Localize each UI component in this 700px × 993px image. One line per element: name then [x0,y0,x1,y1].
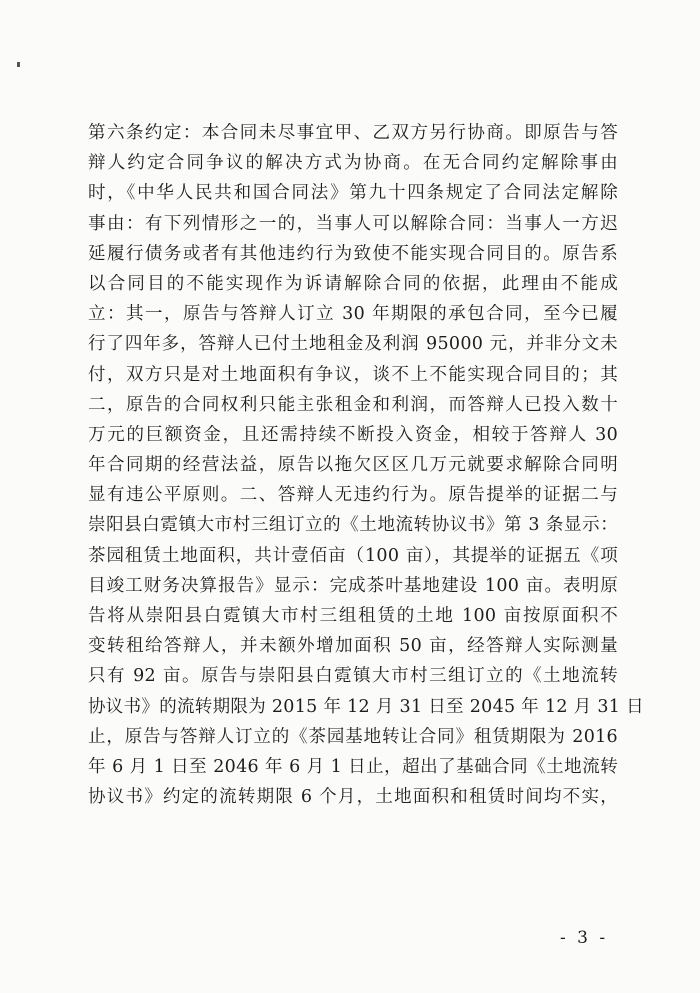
body-line: 目竣工财务决算报告》显示：完成茶叶基地建设 100 亩。表明原 [88,575,618,596]
body-line: 协议书》约定的流转期限 6 个月，土地面积和租赁时间均不实， [88,787,618,808]
body-line: 年合同期的经营法益，原告以拖欠区区几万元就要求解除合同明 [88,455,618,476]
body-line: 辩人约定合同争议的解决方式为协商。在无合同约定解除事由 [88,153,618,174]
body-line: 变转租给答辩人，并未额外增加面积 50 亩，经答辩人实际测量 [88,636,618,657]
body-line: 止，原告与答辩人订立的《茶园基地转让合同》租赁期限为 2016 [88,726,618,747]
page-number: - 3 - [560,928,609,948]
body-line: 茶园租赁土地面积，共计壹佰亩（100 亩），其提举的证据五《项 [88,545,618,566]
body-line: 第六条约定：本合同未尽事宜甲、乙双方另行协商。即原告与答 [88,123,618,143]
scan-mark [17,62,20,67]
body-line: 年 6 月 1 日至 2046 年 6 月 1 日止，超出了基础合同《土地流转 [88,756,618,777]
document-body [88,118,644,812]
body-line: 立：其一，原告与答辩人订立 30 年期限的承包合同，至今已履 [88,304,618,325]
body-line: 事由：有下列情形之一的，当事人可以解除合同：当事人一方迟 [88,213,618,234]
body-line: 延履行债务或者有其他违约行为致使不能实现合同目的。原告系 [88,243,618,264]
body-line: 协议书》的流转期限为 2015 年 12 月 31 日至 2045 年 12 月 31 日 [88,696,644,717]
body-line: 显有违公平原则。二、答辩人无违约行为。原告提举的证据二与 [88,485,618,506]
body-line: 以合同目的不能实现作为诉请解除合同的依据，此理由不能成 [88,273,618,294]
body-line: 行了四年多，答辩人已付土地租金及利润 95000 元，并非分文未 [88,334,618,355]
body-line: 崇阳县白霓镇大市村三组订立的《土地流转协议书》第 3 条显示： [88,515,618,536]
body-line: 万元的巨额资金，且还需持续不断投入资金，相较于答辩人 30 [88,424,618,445]
body-line: 二，原告的合同权利只能主张租金和利润，而答辩人已投入数十 [88,394,618,415]
body-line: 时，《中华人民共和国合同法》第九十四条规定了合同法定解除 [88,183,618,204]
body-line: 只有 92 亩。原告与崇阳县白霓镇大市村三组订立的《土地流转 [88,666,618,687]
body-line: 告将从崇阳县白霓镇大市村三组租赁的土地 100 亩按原面积不 [88,606,618,626]
body-line: 付，双方只是对土地面积有争议，谈不上不能实现合同目的；其 [88,364,618,385]
